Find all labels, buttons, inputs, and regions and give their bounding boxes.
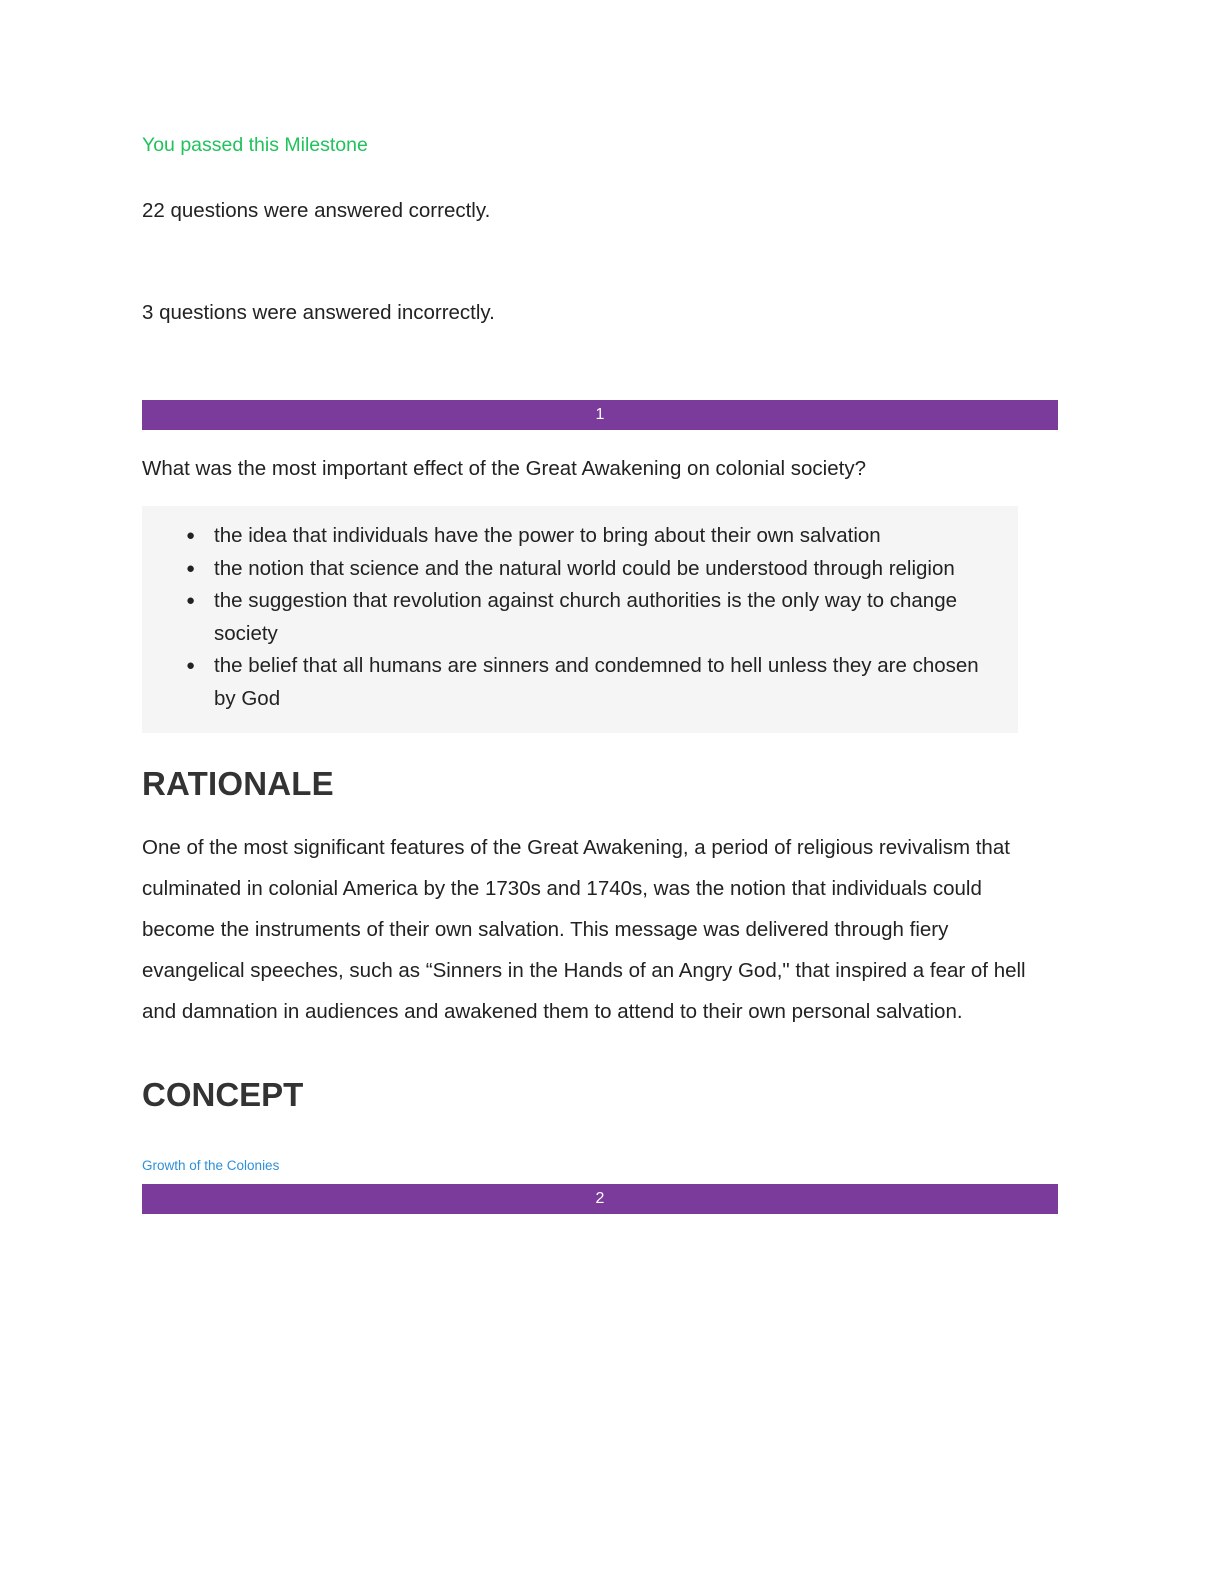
list-item[interactable]	[186, 553, 998, 586]
bullet-icon: ●	[186, 559, 196, 577]
bullet-icon: ●	[186, 657, 196, 674]
choice-label: the idea that individuals have the power to bring about their own salvation	[214, 524, 881, 547]
question-number-band-2: 2	[142, 1184, 1058, 1214]
correct-answer-summary: 22 questions were answered correctly.	[142, 199, 491, 222]
list-item[interactable]	[186, 520, 998, 553]
milestone-status: You passed this Milestone	[142, 134, 368, 156]
page-content	[142, 130, 1060, 1214]
rationale-body: One of the most significant features of the Great Awakening, a period of religious revivalism that culminated in colonial America by the 1730s and 1740s, was the notion that individuals could become the instruments of their own salvation. This message was delivered through fiery evangelical speeches, such as “Sinners in the Hands of an Angry God," that inspired a fear of hell and damnation in audiences and awakened them to attend to their own personal salvation.	[142, 836, 1026, 1023]
incorrect-answer-summary: 3 questions were answered incorrectly.	[142, 301, 495, 324]
choice-label: the belief that all humans are sinners and condemned to hell unless they are chosen by God	[214, 654, 979, 710]
concept-heading: CONCEPT	[142, 1076, 304, 1113]
answer-choices-1	[142, 506, 1018, 733]
concept-link[interactable]: Growth of the Colonies	[142, 1158, 280, 1173]
list-item[interactable]	[186, 585, 998, 650]
bullet-icon: ●	[186, 592, 196, 609]
bullet-icon: ●	[186, 527, 196, 544]
rationale-heading: RATIONALE	[142, 765, 334, 802]
choice-label: the notion that science and the natural world could be understood through religion	[214, 556, 955, 580]
question-number-band-1: 1	[142, 400, 1058, 430]
choice-label: the suggestion that revolution against church authorities is the only way to change society	[214, 589, 958, 645]
list-item[interactable]	[186, 650, 998, 715]
question-prompt-1: What was the most important effect of the Great Awakening on colonial society?	[142, 457, 866, 480]
